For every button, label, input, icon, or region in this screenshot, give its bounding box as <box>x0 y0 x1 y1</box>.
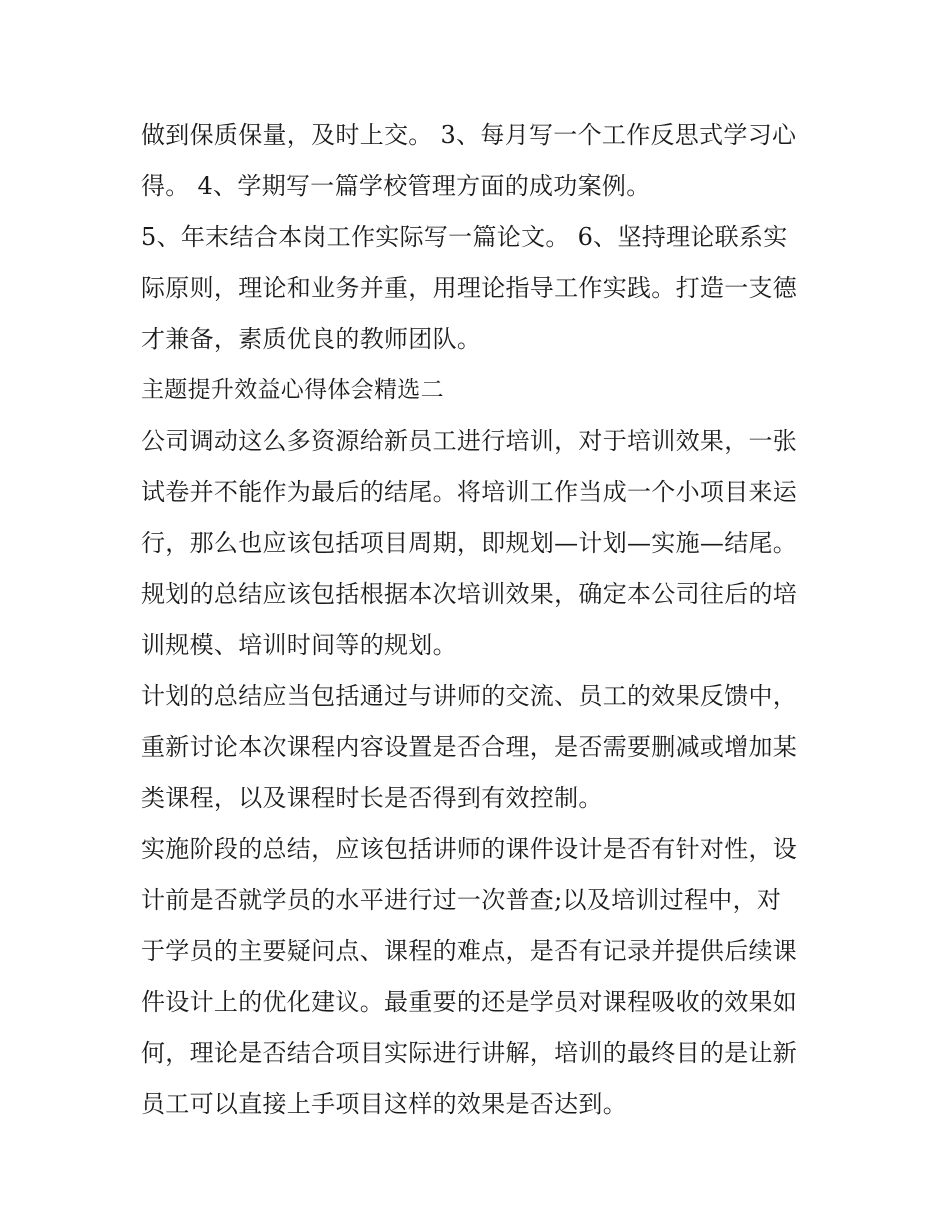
text-line: 做到保质保量，及时上交。 3、每月写一个工作反思式学习心 <box>141 121 797 149</box>
text-line: 员工可以直接上手项目这样的效果是否达到。 <box>141 1090 627 1118</box>
paragraph-annual-paper <box>141 212 821 365</box>
text-line: 公司调动这么多资源给新员工进行培训，对于培训效果，一张 <box>141 427 798 455</box>
text-line: 实施阶段的总结，应该包括讲师的课件设计是否有针对性，设 <box>141 835 798 863</box>
paragraph-implementation-summary <box>141 824 821 1130</box>
text-line: 5、年末结合本岗工作实际写一篇论文。 6、坚持理论联系实 <box>141 223 788 251</box>
text-line: 类课程，以及课程时长是否得到有效控制。 <box>141 784 603 812</box>
text-line: 才兼备，素质优良的教师团队。 <box>141 325 482 353</box>
paragraph-training-overview <box>141 416 821 671</box>
text-line: 于学员的主要疑问点、课程的难点，是否有记录并提供后续课 <box>141 937 798 965</box>
text-line: 训规模、培训时间等的规划。 <box>141 631 457 659</box>
text-line: 规划的总结应该包括根据本次培训效果，确定本公司往后的培 <box>141 580 798 608</box>
section-heading <box>141 365 821 416</box>
text-line: 重新讨论本次课程内容设置是否合理，是否需要删减或增加某 <box>141 733 798 761</box>
text-line: 计划的总结应当包括通过与讲师的交流、员工的效果反馈中， <box>141 682 798 710</box>
text-line: 计前是否就学员的水平进行过一次普查;以及培训过程中，对 <box>141 886 782 914</box>
section-title: 主题提升效益心得体会精选二 <box>141 377 444 403</box>
paragraph-plan-summary <box>141 671 821 824</box>
text-line: 际原则，理论和业务并重，用理论指导工作实践。打造一支德 <box>141 274 798 302</box>
paragraph-study-plan <box>141 110 821 212</box>
text-line: 得。 4、学期写一篇学校管理方面的成功案例。 <box>141 172 651 200</box>
document-body <box>141 110 821 1130</box>
text-line: 何，理论是否结合项目实际进行讲解，培训的最终目的是让新 <box>141 1039 798 1067</box>
text-line: 行，那么也应该包括项目周期，即规划—计划—实施—结尾。 <box>141 529 798 557</box>
text-line: 件设计上的优化建议。最重要的还是学员对课程吸收的效果如 <box>141 988 798 1016</box>
text-line: 试卷并不能作为最后的结尾。将培训工作当成一个小项目来运 <box>141 478 798 506</box>
